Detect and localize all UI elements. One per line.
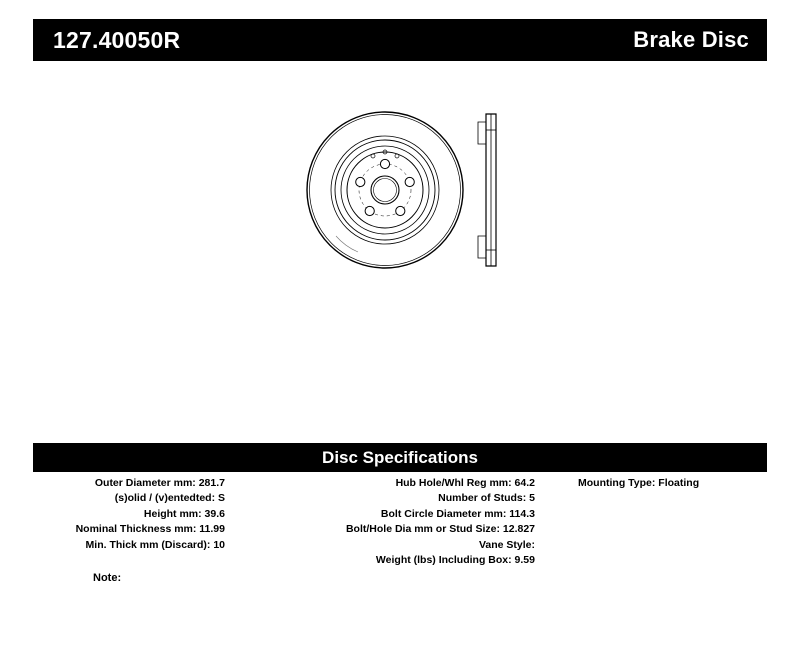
spec-item: Mounting Type: Floating — [578, 477, 700, 489]
spec-column-right — [545, 476, 767, 491]
part-number: 127.40050R — [53, 26, 181, 53]
note-label: Note: — [93, 572, 122, 584]
spec-item: Number of Studs: 5 — [438, 492, 535, 505]
spec-item: Min. Thick mm (Discard): 10 — [85, 538, 225, 551]
brake-rotor-illustration — [300, 100, 530, 290]
disc-specifications-title: Disc Specifications — [322, 448, 478, 467]
spec-item: Height mm: 39.6 — [143, 507, 225, 520]
brake-rotor-drawing — [300, 100, 530, 290]
specifications-area — [33, 476, 767, 576]
spec-item: Outer Diameter mm: 281.7 — [94, 477, 225, 489]
spec-item: Nominal Thickness mm: 11.99 — [75, 523, 225, 536]
spec-item: Vane Style: — [478, 538, 535, 551]
product-type-label: Brake Disc — [633, 27, 749, 52]
spec-item: Hub Hole/Whl Reg mm: 64.2 — [395, 477, 535, 489]
spec-item: Bolt Circle Diameter mm: 114.3 — [380, 507, 535, 520]
header-bar — [33, 19, 767, 61]
spec-column-left — [33, 476, 225, 553]
spec-column-middle — [255, 476, 535, 568]
spec-item: (s)olid / (v)entedted: S — [114, 492, 225, 505]
spec-item: Weight (lbs) Including Box: 9.59 — [375, 554, 535, 567]
disc-specifications-header — [33, 443, 767, 472]
spec-item: Bolt/Hole Dia mm or Stud Size: 12.827 — [345, 523, 535, 536]
